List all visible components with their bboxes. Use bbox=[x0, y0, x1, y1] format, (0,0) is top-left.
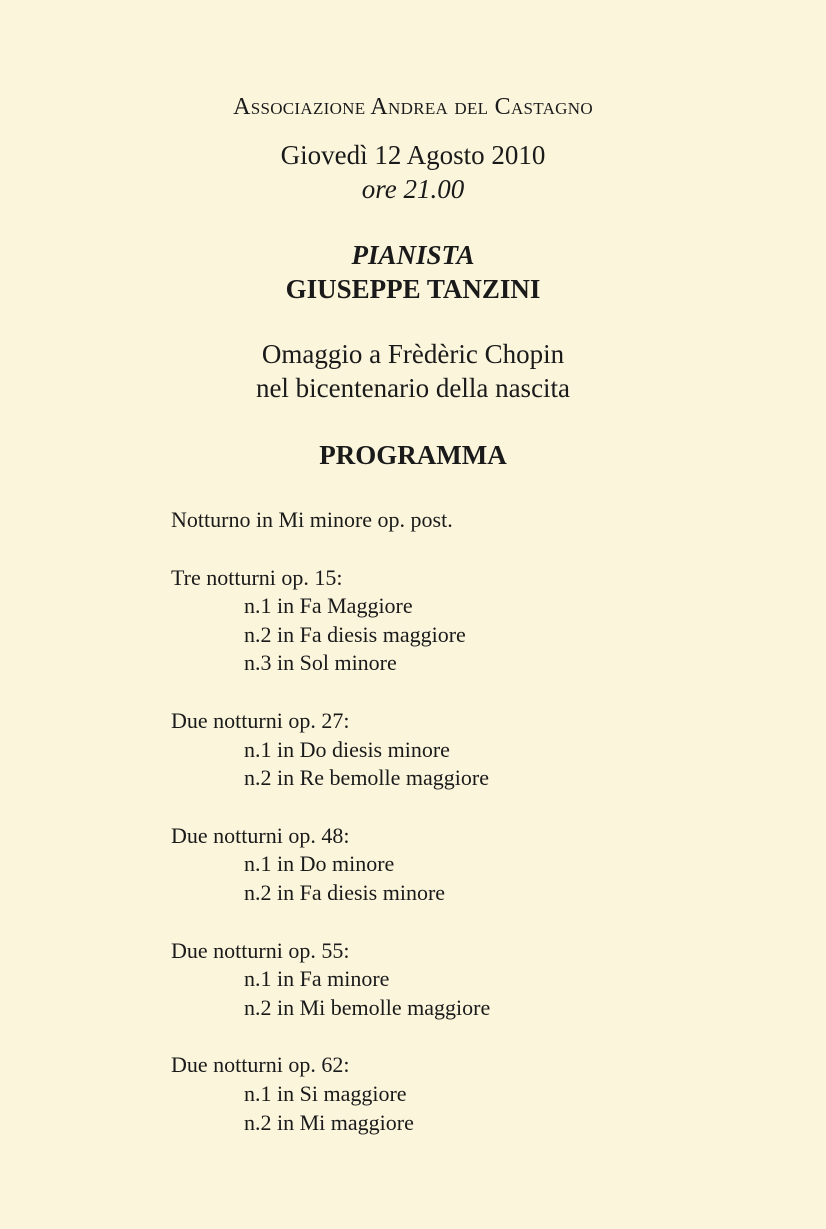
program-list bbox=[171, 506, 771, 1137]
program-item bbox=[171, 822, 771, 908]
program-item-part: n.1 in Do diesis minore bbox=[244, 736, 450, 762]
program-item-title: Notturno in Mi minore op. post. bbox=[171, 507, 453, 532]
program-item bbox=[171, 1051, 771, 1137]
program-item-title: Due notturni op. 27: bbox=[171, 707, 350, 733]
program-item-part: n.1 in Si maggiore bbox=[244, 1080, 407, 1106]
program-item-title: Due notturni op. 48: bbox=[171, 822, 350, 848]
program-item-part: n.3 in Sol minore bbox=[244, 650, 397, 676]
program-heading: PROGRAMMA bbox=[319, 440, 507, 470]
program-item-part: n.2 in Mi bemolle maggiore bbox=[244, 994, 491, 1020]
program-item bbox=[171, 707, 771, 793]
program-item-part: n.2 in Re bemolle maggiore bbox=[244, 765, 489, 791]
program-item bbox=[171, 564, 771, 678]
program-item bbox=[171, 506, 771, 535]
performer-name: GIUSEPPE TANZINI bbox=[285, 274, 541, 304]
performer-role: PIANISTA bbox=[351, 240, 475, 270]
tribute-line-1: Omaggio a Frèdèric Chopin bbox=[261, 339, 565, 369]
program-item-part: n.1 in Fa minore bbox=[244, 966, 390, 992]
program-item-part: n.2 in Fa diesis maggiore bbox=[244, 621, 466, 647]
program-item-title: Tre notturni op. 15: bbox=[171, 564, 343, 590]
program-item-part: n.2 in Mi maggiore bbox=[244, 1109, 414, 1135]
program-item-title: Due notturni op. 55: bbox=[171, 937, 350, 963]
program-item-part: n.2 in Fa diesis minore bbox=[244, 879, 446, 905]
association-name: Associazione Andrea del Castagno bbox=[233, 94, 593, 120]
program-item-part: n.1 in Do minore bbox=[244, 851, 395, 877]
program-item-part: n.1 in Fa Maggiore bbox=[244, 593, 413, 619]
tribute-line-2: nel bicentenario della nascita bbox=[255, 373, 571, 403]
concert-date: Giovedì 12 Agosto 2010 bbox=[280, 140, 546, 170]
program-item-title: Due notturni op. 62: bbox=[171, 1052, 350, 1078]
concert-time: ore 21.00 bbox=[361, 174, 465, 204]
program-item bbox=[171, 937, 771, 1023]
